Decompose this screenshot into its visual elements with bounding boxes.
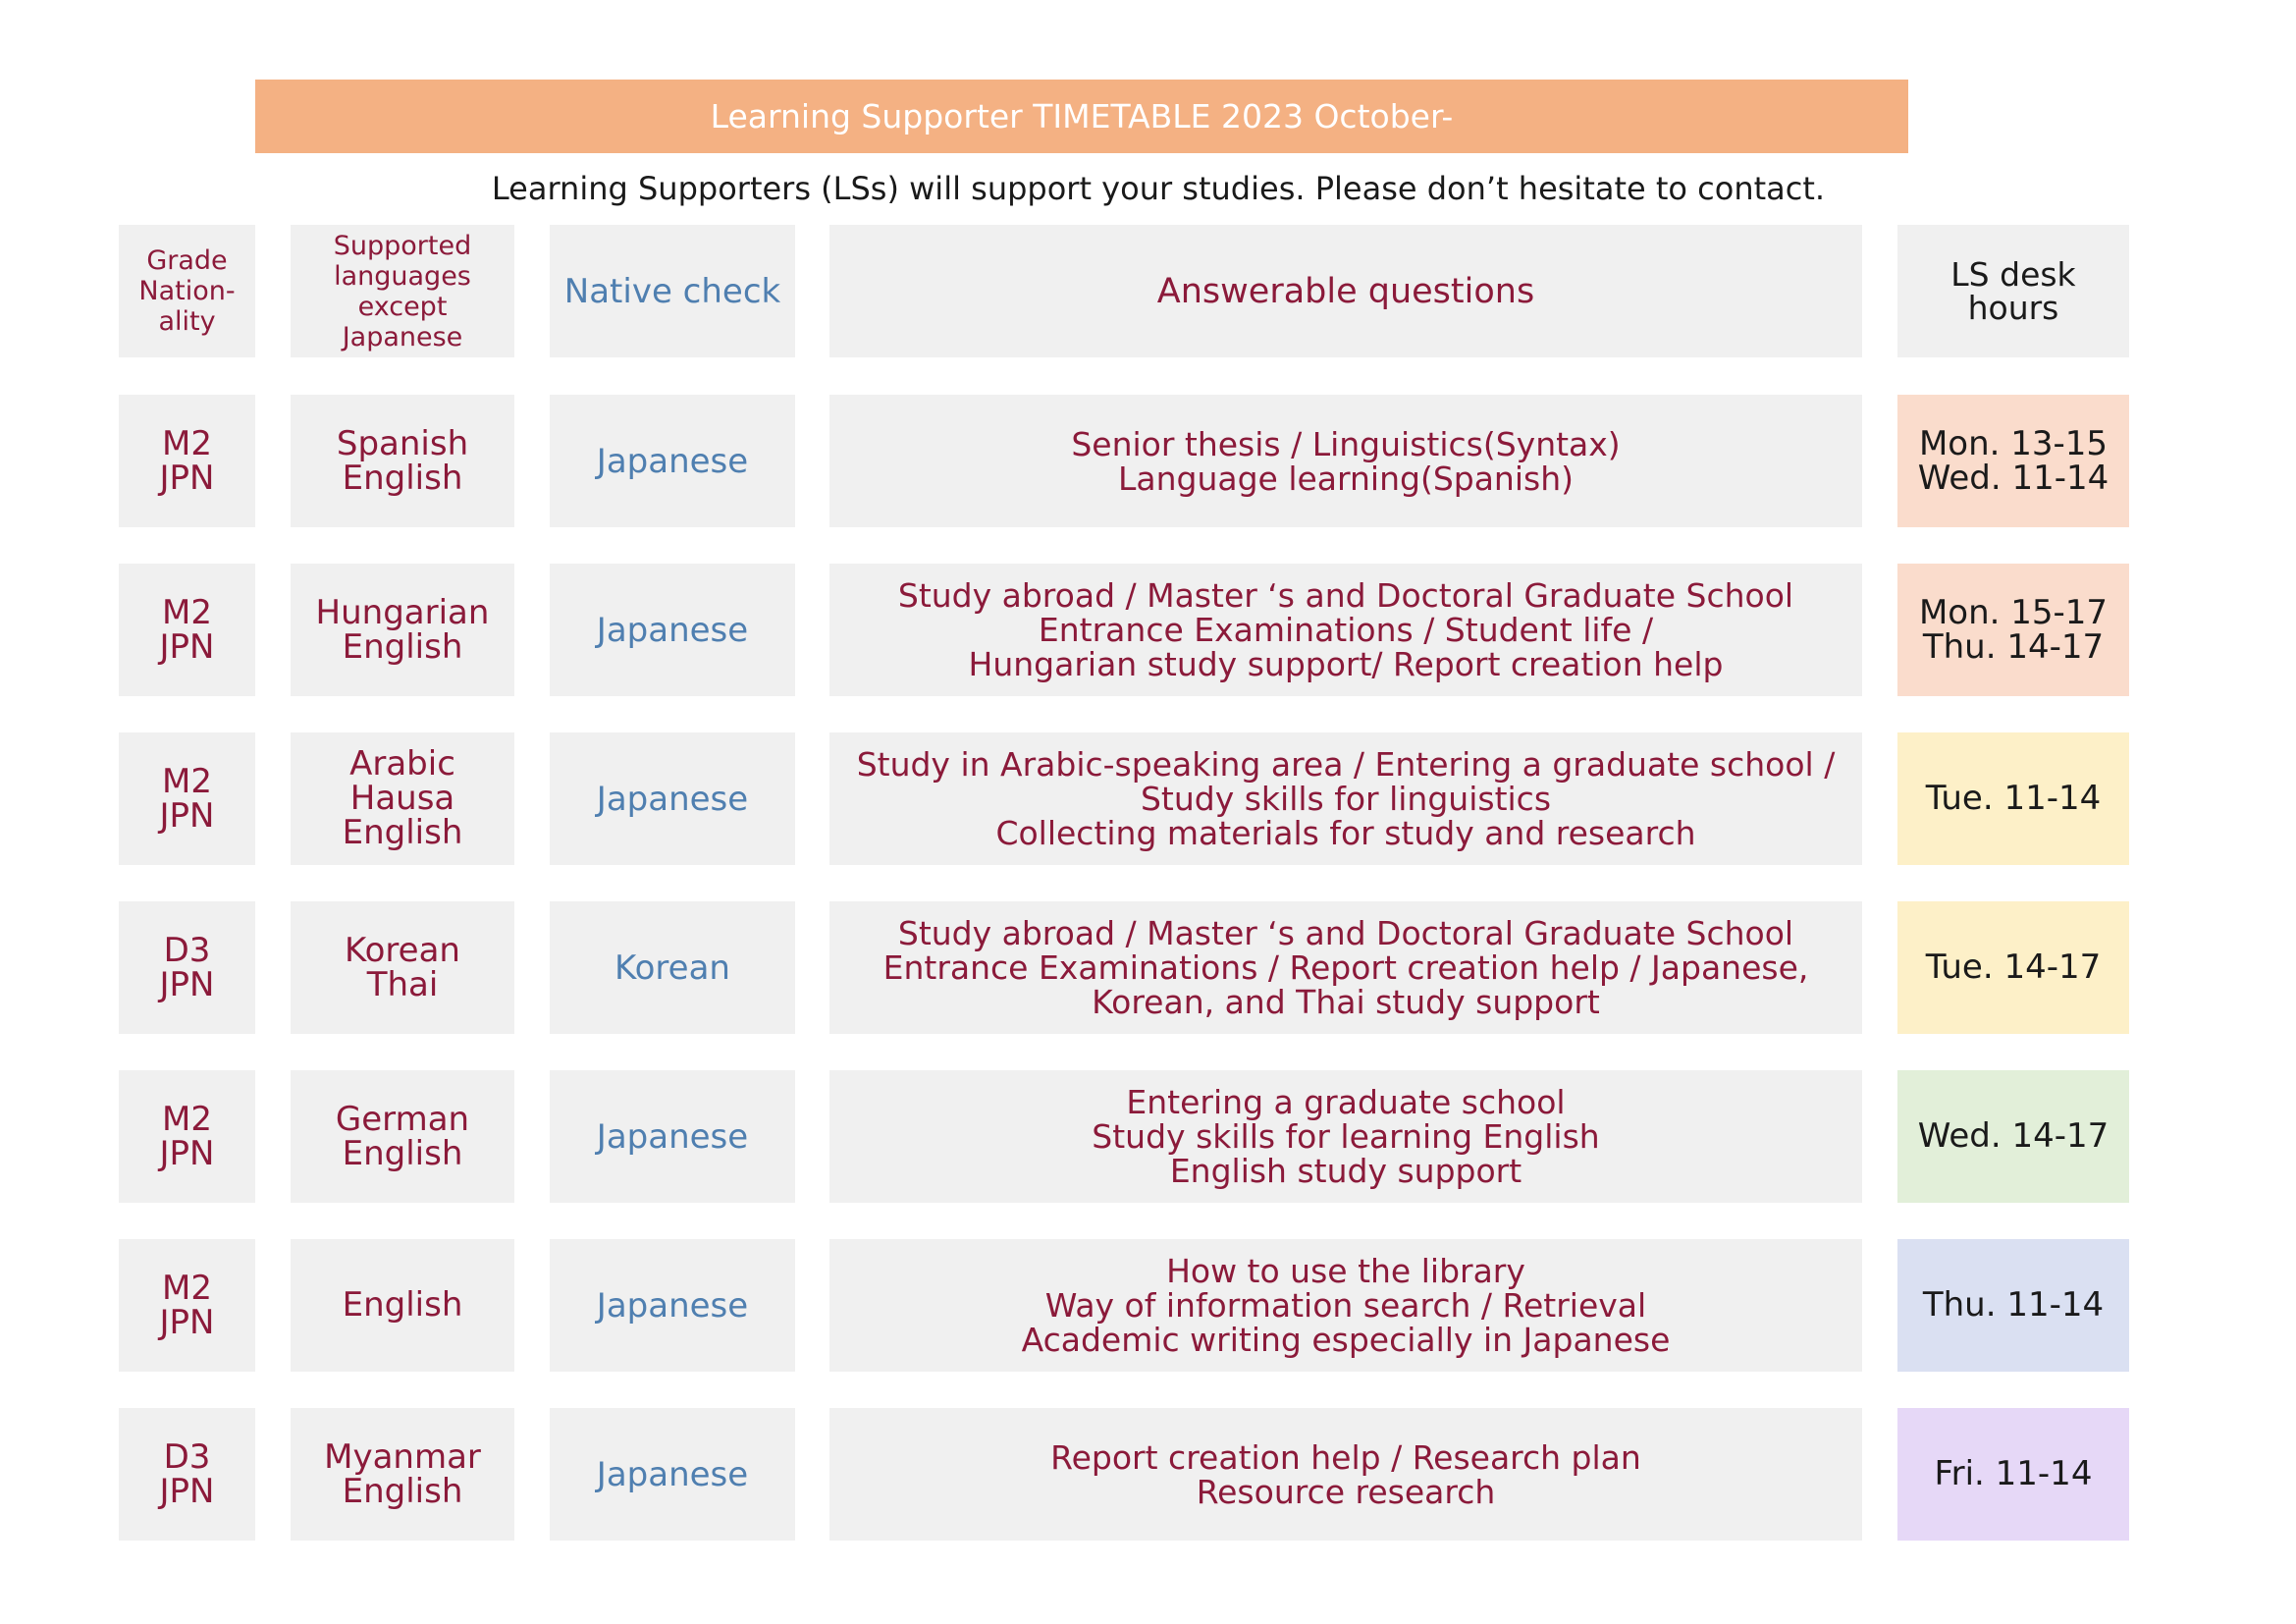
row-6-languages: English: [291, 1239, 514, 1372]
row-5-desk-hours: Wed. 14-17: [1897, 1070, 2129, 1203]
header-native-check: Native check: [550, 225, 795, 357]
row-4-languages: Korean Thai: [291, 901, 514, 1034]
row-2-grade: M2 JPN: [119, 564, 255, 696]
row-1-grade: M2 JPN: [119, 395, 255, 527]
row-3-grade: M2 JPN: [119, 732, 255, 865]
intro-text: Learning Supporters (LSs) will support your studies. Please don’t hesitate to contact.: [491, 170, 1826, 207]
row-6-questions: How to use the library Way of information search / Retrieval Academic writing especially in Japanese: [829, 1239, 1862, 1372]
header-answerable-questions: Answerable questions: [829, 225, 1862, 357]
row-4-native-check: Korean: [550, 901, 795, 1034]
row-1-native-check: Japanese: [550, 395, 795, 527]
header-grade-nationality: Grade Nation- ality: [119, 225, 255, 357]
row-2-native-check: Japanese: [550, 564, 795, 696]
row-1-desk-hours: Mon. 13-15 Wed. 11-14: [1897, 395, 2129, 527]
row-5-native-check: Japanese: [550, 1070, 795, 1203]
row-3-native-check: Japanese: [550, 732, 795, 865]
row-2-languages: Hungarian English: [291, 564, 514, 696]
header-supported-languages: Supported languages except Japanese: [291, 225, 514, 357]
row-7-desk-hours: Fri. 11-14: [1897, 1408, 2129, 1541]
row-4-questions: Study abroad / Master ‘s and Doctoral Graduate School Entrance Examinations / Report creation help / Japanese, Korean, and Thai study support: [829, 901, 1862, 1034]
row-1-questions: Senior thesis / Linguistics(Syntax) Language learning(Spanish): [829, 395, 1862, 527]
row-4-grade: D3 JPN: [119, 901, 255, 1034]
row-5-languages: German English: [291, 1070, 514, 1203]
header-desk-hours: LS desk hours: [1897, 225, 2129, 357]
timetable-banner: [255, 80, 1908, 153]
row-6-grade: M2 JPN: [119, 1239, 255, 1372]
row-2-questions: Study abroad / Master ‘s and Doctoral Graduate School Entrance Examinations / Student life / Hungarian study support/ Report creation help: [829, 564, 1862, 696]
row-3-desk-hours: Tue. 11-14: [1897, 732, 2129, 865]
row-4-desk-hours: Tue. 14-17: [1897, 901, 2129, 1034]
row-7-native-check: Japanese: [550, 1408, 795, 1541]
row-7-questions: Report creation help / Research plan Resource research: [829, 1408, 1862, 1541]
row-7-grade: D3 JPN: [119, 1408, 255, 1541]
row-1-languages: Spanish English: [291, 395, 514, 527]
banner-title: Learning Supporter TIMETABLE 2023 October-: [710, 97, 1454, 135]
row-7-languages: Myanmar English: [291, 1408, 514, 1541]
row-3-languages: Arabic Hausa English: [291, 732, 514, 865]
row-5-grade: M2 JPN: [119, 1070, 255, 1203]
row-5-questions: Entering a graduate school Study skills for learning English English study support: [829, 1070, 1862, 1203]
row-2-desk-hours: Mon. 15-17 Thu. 14-17: [1897, 564, 2129, 696]
row-6-desk-hours: Thu. 11-14: [1897, 1239, 2129, 1372]
row-6-native-check: Japanese: [550, 1239, 795, 1372]
row-3-questions: Study in Arabic-speaking area / Entering a graduate school / Study skills for linguistics Collecting materials for study and research: [829, 732, 1862, 865]
